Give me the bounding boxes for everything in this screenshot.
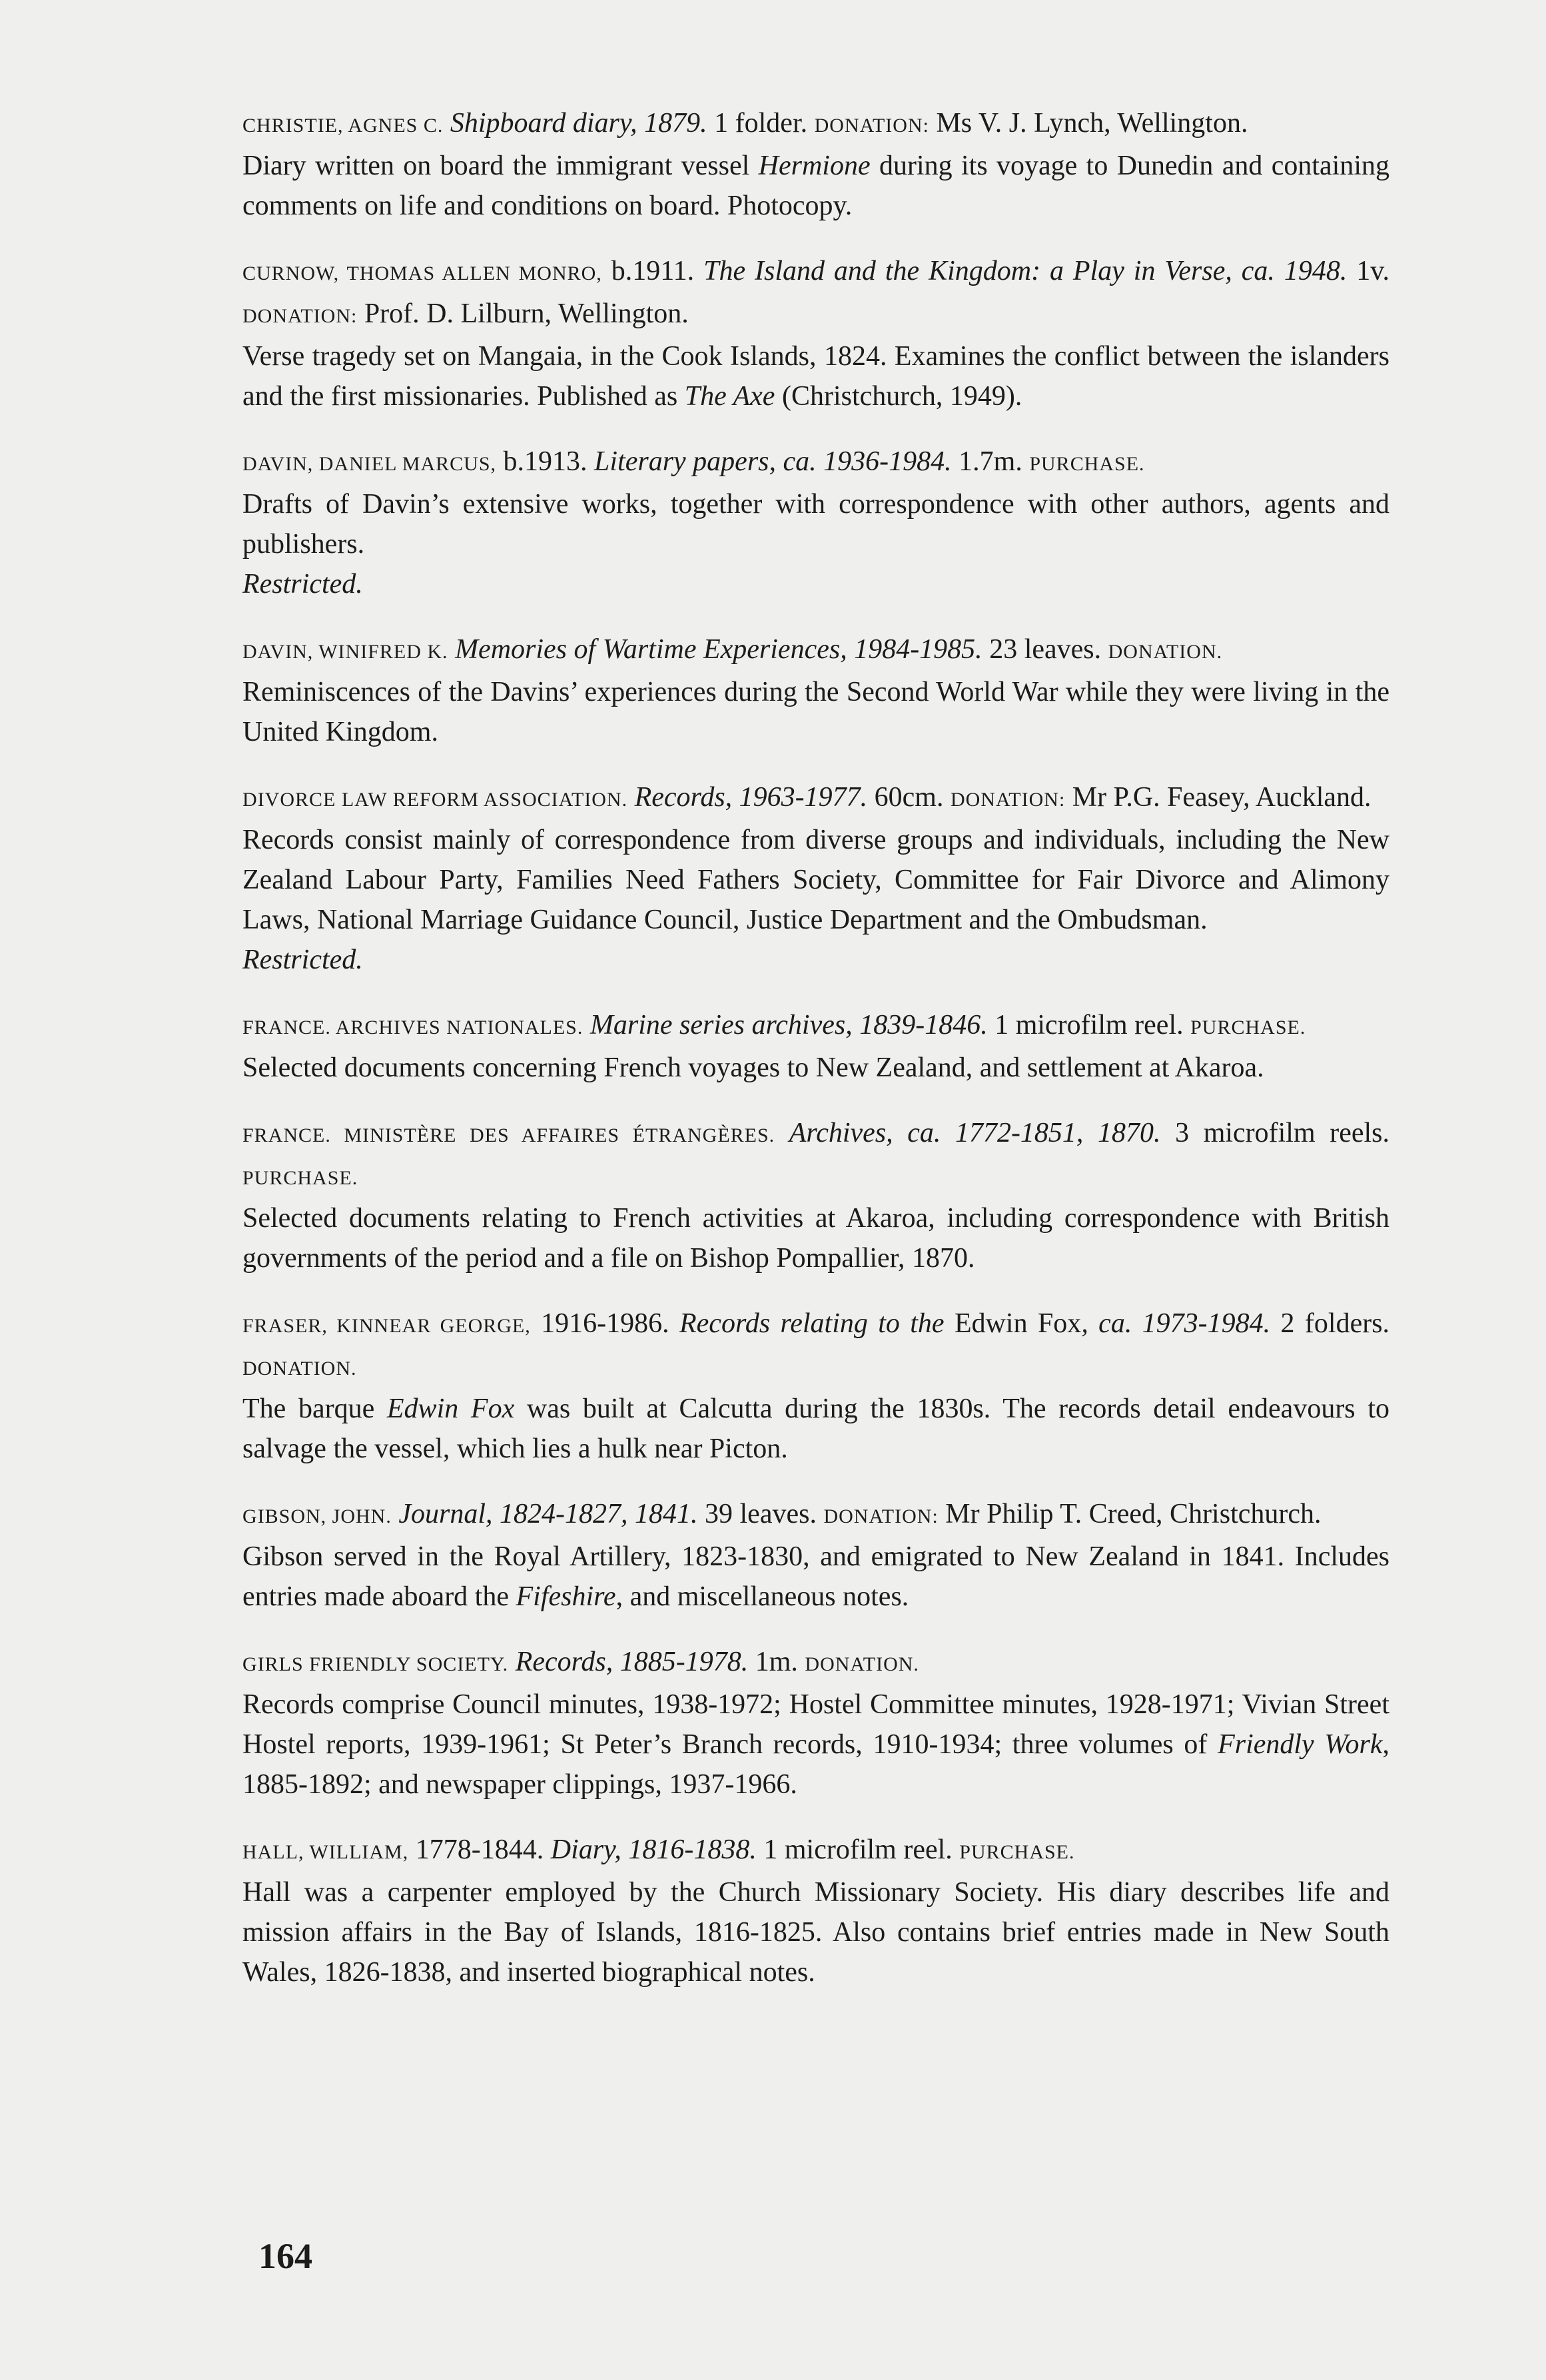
entry-title: Marine series archives, 1839-1846. — [589, 1010, 988, 1040]
entry-extent: 1v. — [1356, 256, 1390, 286]
entry-name: FRANCE. ARCHIVES NATIONALES. — [242, 1016, 583, 1038]
entry-dates: b.1913. — [503, 446, 587, 477]
entry-extent: 3 microfilm reels. — [1175, 1118, 1390, 1148]
entry-acquisition: DONATION. — [805, 1653, 919, 1675]
entry-title: Diary, 1816-1838. — [550, 1834, 757, 1865]
entry-dates: b.1911. — [611, 256, 695, 286]
entry-acquisition: DONATION: — [242, 305, 358, 327]
entry-donor: Mr Philip T. Creed, Christchurch. — [945, 1499, 1322, 1529]
entry-restriction: Restricted. — [242, 945, 363, 975]
catalogue-entry — [242, 1304, 1389, 1469]
entry-description: Gibson served in the Royal Artillery, 1823-1830, and emigrated to New Zealand in 1841. Includes entries made aboard the Fifeshire, and miscellaneous notes. — [242, 1541, 1389, 1612]
entry-acquisition: PURCHASE. — [959, 1841, 1075, 1863]
entry-name: DAVIN, DANIEL MARCUS, — [242, 453, 497, 475]
catalogue-entry — [242, 103, 1389, 226]
page-number: 164 — [258, 2236, 312, 2276]
entry-heading — [242, 1494, 1389, 1537]
entry-description: Hall was a carpenter employed by the Church Missionary Society. His diary describes life and mission affairs in the Bay of Islands, 1816-1825. Also contains brief entries made in New South Wales, 1826-1838, and inserted biographical notes. — [242, 1877, 1389, 1988]
catalogue-page — [242, 103, 1389, 2018]
entry-heading — [242, 103, 1389, 146]
entry-title: Shipboard diary, 1879. — [450, 108, 707, 139]
entry-description: Drafts of Davin’s extensive works, together with correspondence with other authors, agents and publishers. — [242, 489, 1389, 560]
entry-description: Records comprise Council minutes, 1938-1972; Hostel Committee minutes, 1928-1971; Vivian Street Hostel reports, 1939-1961; St Peter’s Branch records, 1910-1934; three volumes of Friendly Work, 1885-1892; and newspaper clippings, 1937-1966. — [242, 1689, 1389, 1800]
entry-donor: Prof. D. Lilburn, Wellington. — [364, 298, 689, 329]
entry-donor: Mr P.G. Feasey, Auckland. — [1072, 782, 1371, 813]
entry-donor: Ms V. J. Lynch, Wellington. — [936, 108, 1248, 139]
entry-extent: 39 leaves. — [705, 1499, 817, 1529]
entry-title: Memories of Wartime Experiences, 1984-1985. — [455, 634, 982, 665]
entry-acquisition: DONATION: — [823, 1505, 939, 1527]
entry-extent: 23 leaves. — [989, 634, 1102, 665]
entry-title: Journal, 1824-1827, 1841. — [398, 1499, 698, 1529]
entry-description: Diary written on board the immigrant vessel Hermione during its voyage to Dunedin and containing comments on life and conditions on board. Photocopy. — [242, 151, 1389, 221]
entry-acquisition: PURCHASE. — [1029, 453, 1145, 475]
catalogue-entry — [242, 251, 1389, 416]
entry-acquisition: PURCHASE. — [1190, 1016, 1306, 1038]
entry-name: CHRISTIE, AGNES C. — [242, 115, 444, 137]
entry-name: HALL, WILLIAM, — [242, 1841, 409, 1863]
entry-description: Selected documents concerning French voyages to New Zealand, and settlement at Akaroa. — [242, 1052, 1264, 1083]
entry-name: DIVORCE LAW REFORM ASSOCIATION. — [242, 789, 628, 811]
catalogue-entry — [242, 1494, 1389, 1617]
entry-extent: 1.7m. — [959, 446, 1022, 477]
entry-heading — [242, 1113, 1389, 1198]
entry-heading — [242, 251, 1389, 336]
entry-name: DAVIN, WINIFRED K. — [242, 641, 448, 663]
catalogue-entry — [242, 1005, 1389, 1088]
entry-dates: 1778-1844. — [415, 1834, 544, 1865]
entry-extent: 1 microfilm reel. — [763, 1834, 953, 1865]
entry-title: The Island and the Kingdom: a Play in Verse, ca. 1948. — [703, 256, 1348, 286]
entry-description: Reminiscences of the Davins’ experiences during the Second World War while they were living in the United Kingdom. — [242, 677, 1389, 747]
entry-acquisition: DONATION: — [814, 115, 929, 137]
entry-extent: 1 microfilm reel. — [994, 1010, 1184, 1040]
entry-heading — [242, 1642, 1389, 1685]
entry-title: Records, 1963-1977. — [634, 782, 868, 813]
entry-description: The barque Edwin Fox was built at Calcutta during the 1830s. The records detail endeavours to salvage the vessel, which lies a hulk near Picton. — [242, 1393, 1389, 1464]
entry-acquisition: DONATION. — [1108, 641, 1223, 663]
entry-name: FRANCE. MINISTÈRE DES AFFAIRES ÉTRANGÈRES. — [242, 1124, 775, 1146]
entry-title: Literary papers, ca. 1936-1984. — [594, 446, 952, 477]
entry-acquisition: PURCHASE. — [242, 1167, 358, 1189]
entry-acquisition: DONATION: — [950, 789, 1066, 811]
entry-dates: 1916-1986. — [541, 1308, 669, 1339]
entry-extent: 1 folder. — [714, 108, 808, 139]
entry-title: Records relating to the Edwin Fox, ca. 1973-1984. — [679, 1308, 1271, 1339]
entry-name: FRASER, KINNEAR GEORGE, — [242, 1315, 531, 1337]
entry-extent: 2 folders. — [1280, 1308, 1390, 1339]
catalogue-entry — [242, 442, 1389, 604]
entry-heading — [242, 1005, 1389, 1048]
entry-name: CURNOW, THOMAS ALLEN MONRO, — [242, 262, 602, 284]
entry-heading — [242, 629, 1389, 672]
catalogue-entry — [242, 1113, 1389, 1278]
entry-description: Selected documents relating to French activities at Akaroa, including correspondence with British governments of the period and a file on Bishop Pompallier, 1870. — [242, 1203, 1389, 1274]
entry-title: Archives, ca. 1772-1851, 1870. — [789, 1118, 1161, 1148]
catalogue-entry — [242, 1830, 1389, 1992]
catalogue-entry — [242, 629, 1389, 752]
entry-description: Records consist mainly of correspondence from diverse groups and individuals, including the New Zealand Labour Party, Families Need Fathers Society, Committee for Fair Divorce and Alimony Laws, National Marriage Guidance Council, Justice Department and the Ombudsman. — [242, 825, 1389, 935]
catalogue-entry — [242, 777, 1389, 980]
entry-extent: 60cm. — [874, 782, 944, 813]
entry-acquisition: DONATION. — [242, 1358, 357, 1380]
entry-heading — [242, 777, 1389, 820]
entry-description: Verse tragedy set on Mangaia, in the Cook Islands, 1824. Examines the conflict between the islanders and the first missionaries. Published as The Axe (Christchurch, 1949). — [242, 341, 1389, 412]
entry-name: GIBSON, JOHN. — [242, 1505, 392, 1527]
entry-heading — [242, 1830, 1389, 1872]
entry-restriction: Restricted. — [242, 569, 363, 599]
catalogue-entry — [242, 1642, 1389, 1804]
entry-heading — [242, 442, 1389, 484]
entry-name: GIRLS FRIENDLY SOCIETY. — [242, 1653, 509, 1675]
entry-extent: 1m. — [755, 1647, 798, 1677]
entry-title: Records, 1885-1978. — [515, 1647, 749, 1677]
entry-heading — [242, 1304, 1389, 1389]
